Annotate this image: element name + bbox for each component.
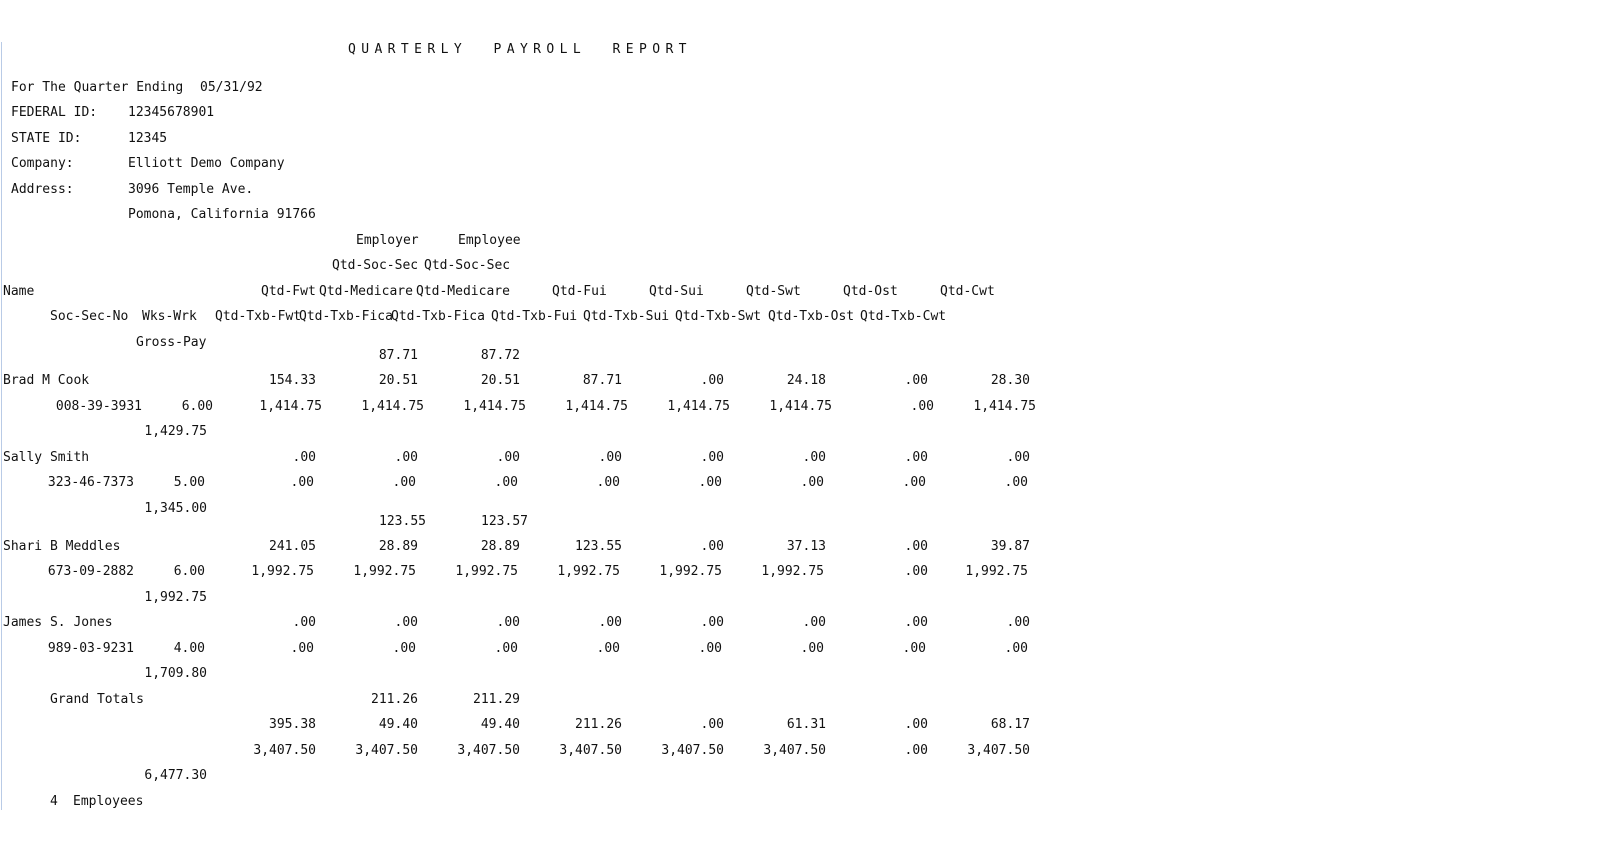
qtd-sui-value: .00 [700, 539, 724, 554]
qtd-sui-value: .00 [700, 373, 724, 388]
qtd-medicare-employee-value: .00 [496, 450, 520, 465]
qtd-txb-swt-value: 1,414.75 [769, 399, 832, 414]
qtd-txb-ost-value: .00 [902, 641, 926, 656]
total-qtd-sui: .00 [700, 717, 724, 732]
col-qtd-txb-fica-employer: Qtd-Txb-Fica [299, 309, 393, 324]
col-qtd-txb-fui: Qtd-Txb-Fui [491, 309, 578, 324]
col-qtd-soc-sec-employee: Qtd-Soc-Sec [424, 258, 511, 273]
col-qtd-sui: Qtd-Sui [649, 284, 704, 299]
total-qtd-txb-fwt: 3,407.50 [253, 743, 316, 758]
gross-pay-value: 1,429.75 [144, 424, 207, 439]
qtd-txb-sui-value: 1,414.75 [667, 399, 730, 414]
address-label: Address: [11, 182, 74, 197]
qtd-txb-sui-value: .00 [698, 475, 722, 490]
qtd-txb-cwt-value: 1,992.75 [965, 564, 1028, 579]
total-qtd-fui: 211.26 [575, 717, 622, 732]
employer-soc-sec-value: 87.71 [378, 348, 418, 363]
gross-pay-value: 1,992.75 [144, 590, 207, 605]
qtd-cwt-value: 28.30 [990, 373, 1030, 388]
qtd-txb-swt-value: .00 [800, 475, 824, 490]
company-name: Elliott Demo Company [128, 156, 285, 171]
qtd-txb-cwt-value: 1,414.75 [973, 399, 1036, 414]
employee-name: Shari B Meddles [3, 539, 121, 554]
col-name: Name [3, 284, 35, 299]
qtd-txb-fica-employee-value: .00 [494, 641, 518, 656]
soc-sec-no-value: 323-46-7373 [47, 475, 134, 490]
qtd-swt-value: 37.13 [786, 539, 826, 554]
employer-soc-sec-value: 123.55 [379, 514, 426, 529]
qtd-txb-sui-value: 1,992.75 [659, 564, 722, 579]
col-qtd-cwt: Qtd-Cwt [940, 284, 995, 299]
total-qtd-swt: 61.31 [786, 717, 826, 732]
col-qtd-txb-fwt: Qtd-Txb-Fwt [215, 309, 302, 324]
col-gross-pay: Gross-Pay [136, 335, 207, 350]
federal-id-label: FEDERAL ID: [11, 105, 98, 120]
qtd-txb-ost-value: .00 [904, 564, 928, 579]
total-qtd-txb-fica-employer: 3,407.50 [355, 743, 418, 758]
qtd-txb-fica-employer-value: .00 [392, 475, 416, 490]
qtd-fui-value: .00 [598, 615, 622, 630]
col-qtd-txb-fica-employee: Qtd-Txb-Fica [391, 309, 485, 324]
qtd-txb-fui-value: 1,992.75 [557, 564, 620, 579]
total-qtd-txb-ost: .00 [904, 743, 928, 758]
company-label: Company: [11, 156, 74, 171]
col-qtd-swt: Qtd-Swt [746, 284, 801, 299]
employee-soc-sec-value: 123.57 [481, 514, 528, 529]
wks-wrk-value: 4.00 [173, 641, 205, 656]
total-qtd-txb-fica-employee: 3,407.50 [457, 743, 520, 758]
qtd-ost-value: .00 [904, 450, 928, 465]
qtd-swt-value: 24.18 [786, 373, 826, 388]
qtd-medicare-employer-value: 28.89 [378, 539, 418, 554]
qtd-medicare-employee-value: 20.51 [480, 373, 520, 388]
qtd-txb-fwt-value: .00 [290, 475, 314, 490]
wks-wrk-value: 5.00 [173, 475, 205, 490]
qtd-medicare-employer-value: 20.51 [378, 373, 418, 388]
address-line1: 3096 Temple Ave. [128, 182, 254, 197]
qtd-medicare-employer-value: .00 [394, 615, 418, 630]
total-qtd-txb-sui: 3,407.50 [661, 743, 724, 758]
col-qtd-txb-sui: Qtd-Txb-Sui [583, 309, 670, 324]
qtd-txb-cwt-value: .00 [1004, 475, 1028, 490]
col-qtd-fui: Qtd-Fui [552, 284, 607, 299]
qtd-txb-fwt-value: 1,414.75 [259, 399, 322, 414]
employee-name: Sally Smith [3, 450, 90, 465]
qtd-sui-value: .00 [700, 450, 724, 465]
qtd-ost-value: .00 [904, 539, 928, 554]
qtd-swt-value: .00 [802, 450, 826, 465]
wks-wrk-value: 6.00 [173, 564, 205, 579]
qtd-fui-value: 123.55 [575, 539, 622, 554]
state-id-label: STATE ID: [11, 131, 82, 146]
qtd-cwt-value: 39.87 [990, 539, 1030, 554]
total-gross-pay: 6,477.30 [144, 768, 207, 783]
employee-count-label: Employees [73, 794, 144, 809]
total-qtd-medicare-employer: 49.40 [378, 717, 418, 732]
total-qtd-fwt: 395.38 [269, 717, 316, 732]
soc-sec-no-value: 673-09-2882 [47, 564, 134, 579]
total-qtd-cwt: 68.17 [990, 717, 1030, 732]
total-employer-soc-sec: 211.26 [371, 692, 418, 707]
employee-soc-sec-value: 87.72 [480, 348, 520, 363]
soc-sec-no-value: 989-03-9231 [47, 641, 134, 656]
qtd-cwt-value: .00 [1006, 615, 1030, 630]
qtd-txb-ost-value: .00 [902, 475, 926, 490]
qtd-txb-swt-value: .00 [800, 641, 824, 656]
col-qtd-ost: Qtd-Ost [843, 284, 898, 299]
col-qtd-txb-swt: Qtd-Txb-Swt [675, 309, 762, 324]
grand-totals-label: Grand Totals [50, 692, 144, 707]
employee-name: Brad M Cook [3, 373, 90, 388]
col-soc-sec-no: Soc-Sec-No [50, 309, 129, 324]
report-title: QUARTERLY PAYROLL REPORT [348, 42, 692, 57]
address-line2: Pomona, California 91766 [128, 207, 316, 222]
qtd-fui-value: .00 [598, 450, 622, 465]
qtd-swt-value: .00 [802, 615, 826, 630]
qtd-cwt-value: .00 [1006, 450, 1030, 465]
qtd-txb-fui-value: .00 [596, 641, 620, 656]
qtd-fwt-value: .00 [292, 615, 316, 630]
col-qtd-soc-sec-employer: Qtd-Soc-Sec [332, 258, 419, 273]
state-id: 12345 [128, 131, 168, 146]
gross-pay-value: 1,709.80 [144, 666, 207, 681]
col-qtd-txb-ost: Qtd-Txb-Ost [768, 309, 855, 324]
employee-name: James S. Jones [3, 615, 113, 630]
qtd-ost-value: .00 [904, 615, 928, 630]
qtd-fwt-value: 154.33 [269, 373, 316, 388]
qtd-txb-ost-value: .00 [910, 399, 934, 414]
col-qtd-medicare-employer: Qtd-Medicare [319, 284, 413, 299]
qtd-txb-sui-value: .00 [698, 641, 722, 656]
qtd-txb-fui-value: 1,414.75 [565, 399, 628, 414]
qtd-fwt-value: .00 [292, 450, 316, 465]
gross-pay-value: 1,345.00 [144, 501, 207, 516]
wks-wrk-value: 6.00 [181, 399, 213, 414]
col-employer: Employer [356, 233, 419, 248]
qtd-txb-fica-employer-value: .00 [392, 641, 416, 656]
total-qtd-txb-swt: 3,407.50 [763, 743, 826, 758]
qtd-txb-fica-employer-value: 1,992.75 [353, 564, 416, 579]
qtd-medicare-employee-value: .00 [496, 615, 520, 630]
col-wks-wrk: Wks-Wrk [142, 309, 197, 324]
qtd-medicare-employer-value: .00 [394, 450, 418, 465]
qtd-txb-fwt-value: .00 [290, 641, 314, 656]
qtd-txb-fica-employee-value: 1,414.75 [463, 399, 526, 414]
total-qtd-ost: .00 [904, 717, 928, 732]
qtd-txb-fica-employer-value: 1,414.75 [361, 399, 424, 414]
quarter-date: 05/31/92 [200, 80, 263, 95]
qtd-txb-fica-employee-value: .00 [494, 475, 518, 490]
qtd-medicare-employee-value: 28.89 [480, 539, 520, 554]
total-qtd-medicare-employee: 49.40 [480, 717, 520, 732]
col-qtd-txb-cwt: Qtd-Txb-Cwt [860, 309, 947, 324]
col-qtd-fwt: Qtd-Fwt [261, 284, 316, 299]
quarter-label: For The Quarter Ending [11, 80, 184, 95]
qtd-txb-fwt-value: 1,992.75 [251, 564, 314, 579]
total-qtd-txb-cwt: 3,407.50 [967, 743, 1030, 758]
total-qtd-txb-fui: 3,407.50 [559, 743, 622, 758]
qtd-sui-value: .00 [700, 615, 724, 630]
total-employee-soc-sec: 211.29 [473, 692, 520, 707]
page-left-rule [1, 42, 2, 810]
federal-id: 12345678901 [128, 105, 215, 120]
qtd-fui-value: 87.71 [582, 373, 622, 388]
qtd-txb-cwt-value: .00 [1004, 641, 1028, 656]
qtd-fwt-value: 241.05 [269, 539, 316, 554]
col-qtd-medicare-employee: Qtd-Medicare [416, 284, 510, 299]
qtd-txb-fui-value: .00 [596, 475, 620, 490]
qtd-ost-value: .00 [904, 373, 928, 388]
qtd-txb-swt-value: 1,992.75 [761, 564, 824, 579]
employee-count: 4 [50, 794, 58, 809]
qtd-txb-fica-employee-value: 1,992.75 [455, 564, 518, 579]
col-employee: Employee [458, 233, 521, 248]
soc-sec-no-value: 008-39-3931 [55, 399, 142, 414]
